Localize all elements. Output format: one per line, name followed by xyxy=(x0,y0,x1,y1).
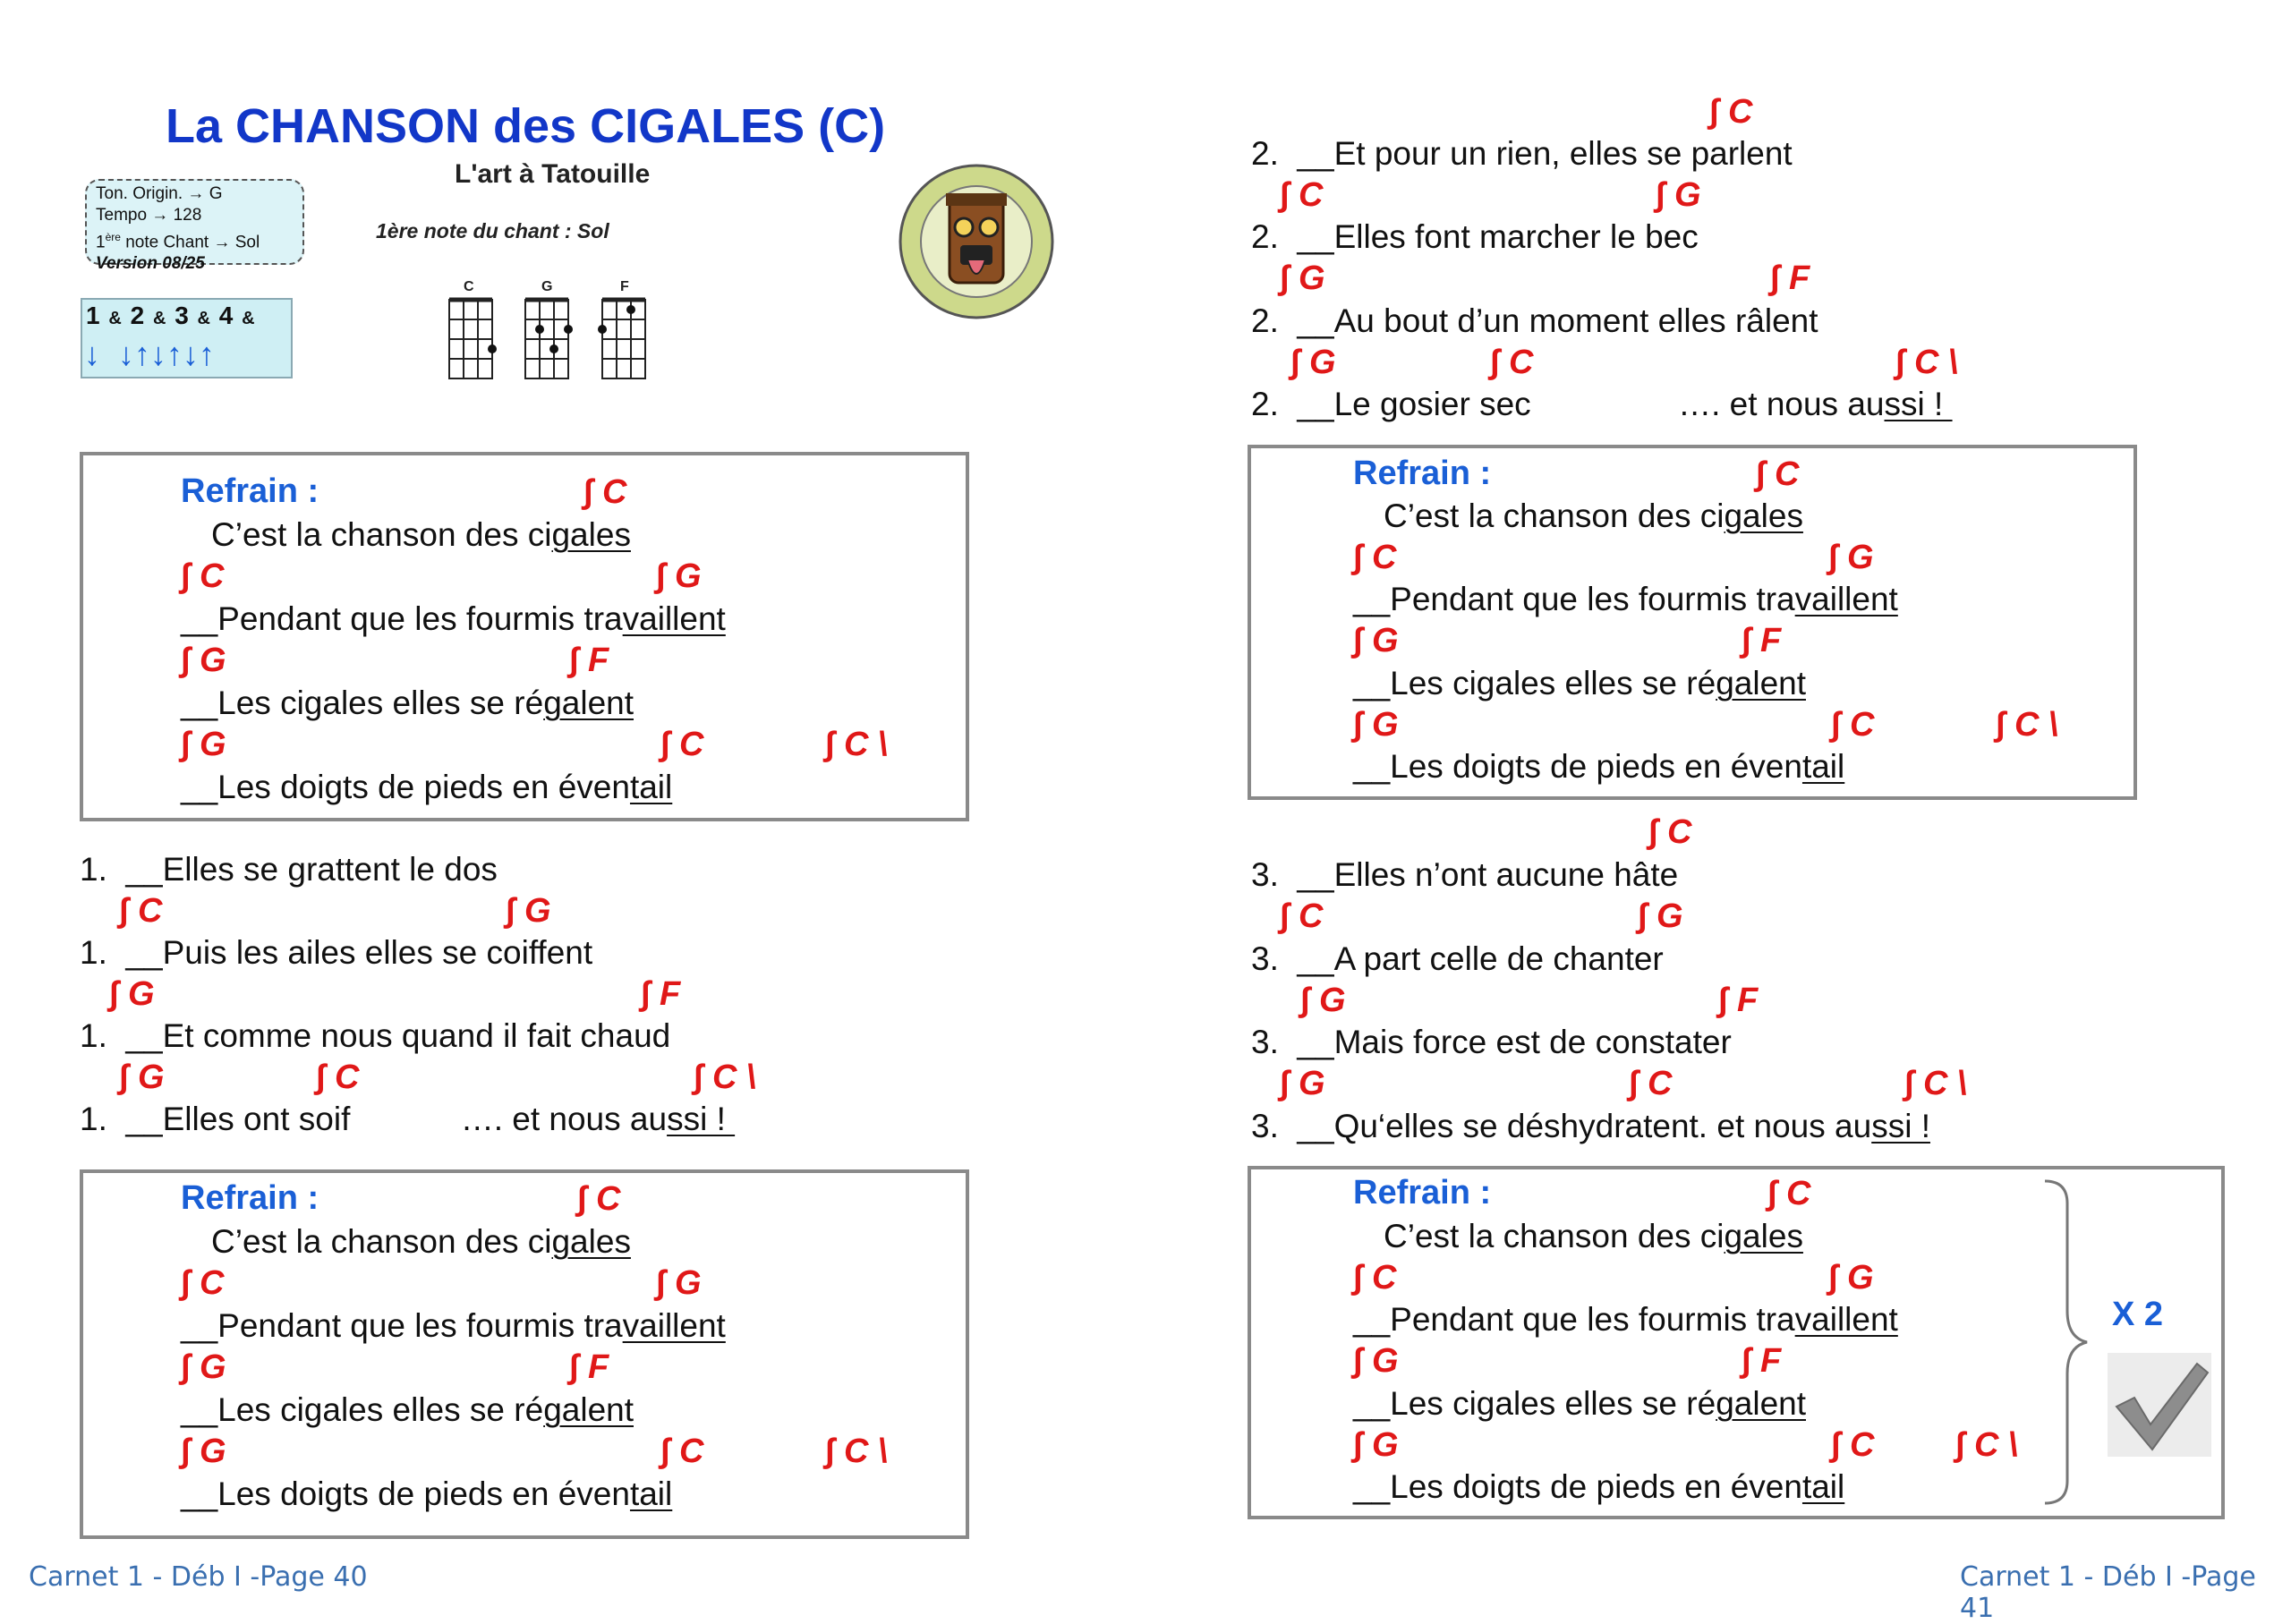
verse-1-chord-3b: ∫ C xyxy=(316,1059,360,1096)
refrain-1-line-3 xyxy=(181,684,634,723)
lyric-text: __Les cigales elles se ré xyxy=(1353,1385,1716,1422)
refrain-2-chord-2a: ∫ G xyxy=(181,1348,226,1386)
refrain-4-chord-3b: ∫ C xyxy=(1831,1426,1875,1464)
lyric-text: C’est la chanson des ci xyxy=(211,1223,552,1260)
lyric-underlined: ssi ! xyxy=(667,1101,736,1137)
footer-left-page-number: Carnet 1 - Déb I -Page 40 xyxy=(29,1561,368,1593)
lyric-underlined: galent xyxy=(1716,1385,1806,1422)
lyric-underlined: gales xyxy=(551,1223,631,1260)
lyric-underlined: ssi ! xyxy=(1884,386,1953,422)
refrain-1-chord-1a: ∫ C xyxy=(181,557,225,595)
lyric-underlined: vaillent xyxy=(622,1307,726,1344)
refrain-2-chord-1a: ∫ C xyxy=(181,1264,225,1302)
verse-2-chord-3b: ∫ C xyxy=(1490,344,1534,381)
info-first-note-text: note Chant → Sol xyxy=(120,233,260,252)
info-tempo: Tempo → 128 xyxy=(96,206,202,225)
refrain-title-2: Refrain : xyxy=(181,1179,319,1217)
refrain-2-line-3 xyxy=(181,1390,634,1430)
info-version: Version 08/25 xyxy=(96,254,205,274)
verse-number: 3. xyxy=(1251,1024,1279,1060)
chord-diagrams-icon xyxy=(443,297,658,383)
lyric-underlined: gales xyxy=(551,516,631,553)
verse-number: 2. xyxy=(1251,302,1279,339)
refrain-4-chord-intro: ∫ C xyxy=(1767,1175,1811,1212)
refrain-3-chord-3a: ∫ G xyxy=(1353,706,1399,744)
verse-2-chord-1a: ∫ C xyxy=(1280,176,1324,214)
refrain-3-line-1 xyxy=(1384,497,1803,536)
verse-number: 1. xyxy=(80,934,107,971)
lyric-underlined: galent xyxy=(543,684,634,721)
lyric-text: C’est la chanson des ci xyxy=(1384,1218,1725,1254)
refrain-4-chord-1a: ∫ C xyxy=(1353,1259,1397,1297)
verse-2-line-3 xyxy=(1251,302,1818,341)
lyric-underlined: vaillent xyxy=(1794,581,1898,617)
refrain-3-line-2 xyxy=(1353,580,1898,619)
refrain-3-chord-2a: ∫ G xyxy=(1353,622,1399,659)
lyric-text: __Au bout d’un moment elles râlent xyxy=(1297,302,1818,339)
strum-beats xyxy=(86,302,256,330)
verse-3-chord-3b: ∫ C xyxy=(1629,1065,1673,1102)
footer-right-page-number: Carnet 1 - Déb I -Page 41 xyxy=(1960,1561,2256,1624)
strum-arrows-icon: ↓ ↓↑↓↑↓↑ xyxy=(84,336,216,372)
verse-3-chord-2a: ∫ G xyxy=(1300,982,1346,1019)
verse-2-line-2 xyxy=(1251,217,1699,257)
lyric-underlined: ssi ! xyxy=(1871,1108,1930,1144)
lyric-text: C’est la chanson des ci xyxy=(1384,497,1725,534)
verse-2-line-4 xyxy=(1251,385,1953,424)
lyric-text: __Les cigales elles se ré xyxy=(181,684,544,721)
verse-2-chord-intro: ∫ C xyxy=(1709,93,1753,131)
refrain-title-3: Refrain : xyxy=(1353,455,1492,492)
verse-1-chord-2b: ∫ F xyxy=(641,975,681,1013)
verse-number: 2. xyxy=(1251,386,1279,422)
lyric-underlined: gales xyxy=(1724,497,1803,534)
chord-diagram-label-g: G xyxy=(541,279,553,294)
lyric-text: __Et pour un rien, elles se parlent xyxy=(1297,135,1793,172)
info-original-key: Ton. Origin. → G xyxy=(96,184,223,203)
refrain-1-line-4 xyxy=(181,768,672,807)
refrain-3-chord-1b: ∫ G xyxy=(1828,539,1874,576)
verse-3-chord-1b: ∫ G xyxy=(1638,897,1683,935)
refrain-3-chord-3b: ∫ C xyxy=(1831,706,1875,744)
info-first-note xyxy=(96,226,294,253)
song-title: La CHANSON des CIGALES (C) xyxy=(166,99,886,153)
refrain-2-line-1 xyxy=(211,1222,631,1262)
verse-3-chord-intro: ∫ C xyxy=(1648,813,1692,851)
verse-2-chord-3a: ∫ G xyxy=(1290,344,1336,381)
lyric-text: __Elles ont soif …. et nous au xyxy=(125,1101,668,1137)
repeat-x2-label: X 2 xyxy=(2112,1296,2164,1333)
refrain-3-chord-intro: ∫ C xyxy=(1756,455,1800,493)
lyric-text: __Le gosier sec …. et nous au xyxy=(1297,386,1885,422)
refrain-1-line-2 xyxy=(181,599,726,639)
verse-3-chord-2b: ∫ F xyxy=(1718,982,1759,1019)
verse-number: 2. xyxy=(1251,135,1279,172)
refrain-2-line-4 xyxy=(181,1475,672,1514)
verse-1-line-1 xyxy=(80,850,498,889)
strum-pattern xyxy=(81,298,293,378)
verse-2-chord-1b: ∫ G xyxy=(1656,176,1701,214)
lyric-text: __Mais force est de constater xyxy=(1297,1024,1732,1060)
beat-and-4: & xyxy=(242,309,256,328)
lyric-text: __Les cigales elles se ré xyxy=(181,1391,544,1428)
refrain-1-chord-3a: ∫ G xyxy=(181,726,226,763)
lyric-text: __Les doigts de pieds en éven xyxy=(181,1475,630,1512)
beat-1: 1 xyxy=(86,302,101,329)
first-note-label: 1ère note du chant : Sol xyxy=(376,219,609,242)
verse-1-line-4 xyxy=(80,1100,735,1139)
refrain-4-chord-1b: ∫ G xyxy=(1828,1259,1874,1297)
lyric-text: __Pendant que les fourmis tra xyxy=(1353,581,1795,617)
verse-3-chord-3a: ∫ G xyxy=(1280,1065,1325,1102)
refrain-4-chord-2b: ∫ F xyxy=(1742,1342,1782,1380)
refrain-2-chord-3a: ∫ G xyxy=(181,1433,226,1470)
refrain-4-line-1 xyxy=(1384,1217,1803,1256)
refrain-2-chord-2b: ∫ F xyxy=(569,1348,609,1386)
verse-3-line-2 xyxy=(1251,940,1664,979)
verse-1-chord-2a: ∫ G xyxy=(109,975,155,1013)
lyric-underlined: gales xyxy=(1724,1218,1803,1254)
lyric-text: C’est la chanson des ci xyxy=(211,516,552,553)
verse-2-chord-2b: ∫ F xyxy=(1770,259,1810,297)
verse-1-chord-1a: ∫ C xyxy=(119,892,163,930)
lyric-underlined: tail xyxy=(1801,1468,1845,1505)
lyric-text: __Les doigts de pieds en éven xyxy=(1353,1468,1802,1505)
refrain-1-chord-1b: ∫ G xyxy=(656,557,702,595)
verse-1-line-3 xyxy=(80,1016,670,1056)
verse-3-line-3 xyxy=(1251,1023,1732,1062)
refrain-1-chord-2b: ∫ F xyxy=(569,642,609,679)
info-first-note-num: 1 xyxy=(96,233,106,252)
refrain-3-line-3 xyxy=(1353,664,1806,703)
lyric-text: __Elles font marcher le bec xyxy=(1297,218,1699,255)
chord-diagram-label-c: C xyxy=(464,279,474,294)
refrain-title-4: Refrain : xyxy=(1353,1174,1492,1212)
refrain-3-line-4 xyxy=(1353,747,1844,786)
lyric-text: __Elles se grattent le dos xyxy=(125,851,498,888)
info-first-note-sup: ère xyxy=(105,231,121,243)
refrain-4-chord-3c: ∫ C \ xyxy=(1955,1426,2018,1464)
lyric-text: __Qu‘elles se déshydratent. et nous au xyxy=(1297,1108,1872,1144)
beat-4: 4 xyxy=(218,302,234,329)
refrain-3-chord-2b: ∫ F xyxy=(1742,622,1782,659)
refrain-4-chord-3a: ∫ G xyxy=(1353,1426,1399,1464)
lyric-underlined: tail xyxy=(1801,748,1845,785)
refrain-2-chord-3b: ∫ C xyxy=(660,1433,704,1470)
lyric-text: __A part celle de chanter xyxy=(1297,940,1664,977)
verse-2-chord-3c: ∫ C \ xyxy=(1895,344,1958,381)
verse-3-line-1 xyxy=(1251,855,1678,895)
verse-1-chord-3c: ∫ C \ xyxy=(694,1059,756,1096)
refrain-3-chord-1a: ∫ C xyxy=(1353,539,1397,576)
lyric-underlined: vaillent xyxy=(1794,1301,1898,1338)
refrain-2-chord-3c: ∫ C \ xyxy=(825,1433,888,1470)
verse-1-line-2 xyxy=(80,933,592,973)
tiki-logo-icon xyxy=(898,163,1055,320)
lyric-underlined: galent xyxy=(543,1391,634,1428)
verse-1-chord-1b: ∫ G xyxy=(506,892,551,930)
checkmark-icon xyxy=(2108,1353,2211,1457)
refrain-1-chord-2a: ∫ G xyxy=(181,642,226,679)
refrain-4-chord-2a: ∫ G xyxy=(1353,1342,1399,1380)
refrain-4-line-2 xyxy=(1353,1300,1898,1339)
verse-2-line-1 xyxy=(1251,134,1793,174)
refrain-title-1: Refrain : xyxy=(181,472,319,510)
beat-3: 3 xyxy=(175,302,190,329)
lyric-text: __Les doigts de pieds en éven xyxy=(181,769,630,805)
verse-3-line-4 xyxy=(1251,1107,1930,1146)
lyric-text: __Pendant que les fourmis tra xyxy=(181,600,623,637)
verse-number: 1. xyxy=(80,1101,107,1137)
song-info-box xyxy=(85,179,304,274)
lyric-text: __Elles n’ont aucune hâte xyxy=(1297,856,1679,893)
lyric-text: __Pendant que les fourmis tra xyxy=(1353,1301,1795,1338)
refrain-4-line-4 xyxy=(1353,1467,1844,1507)
lyric-underlined: tail xyxy=(629,769,673,805)
lyric-underlined: galent xyxy=(1716,665,1806,701)
verse-number: 2. xyxy=(1251,218,1279,255)
refrain-1-chord-3b: ∫ C xyxy=(660,726,704,763)
curly-brace-icon xyxy=(2040,1177,2094,1508)
beat-and-1: & xyxy=(108,309,123,328)
refrain-1-line-1 xyxy=(211,515,631,555)
lyric-text: __Les cigales elles se ré xyxy=(1353,665,1716,701)
beat-and-2: & xyxy=(152,309,167,328)
song-author: L'art à Tatouille xyxy=(455,159,651,189)
refrain-1-chord-3c: ∫ C \ xyxy=(825,726,888,763)
beat-2: 2 xyxy=(130,302,146,329)
lyric-underlined: tail xyxy=(629,1475,673,1512)
beat-and-3: & xyxy=(197,309,211,328)
refrain-2-chord-intro: ∫ C xyxy=(577,1180,621,1218)
refrain-3-chord-3c: ∫ C \ xyxy=(1996,706,2058,744)
refrain-2-chord-1b: ∫ G xyxy=(656,1264,702,1302)
verse-2-chord-2a: ∫ G xyxy=(1280,259,1325,297)
verse-3-chord-1a: ∫ C xyxy=(1280,897,1324,935)
verse-number: 1. xyxy=(80,851,107,888)
refrain-2-line-2 xyxy=(181,1306,726,1346)
lyric-text: __Puis les ailes elles se coiffent xyxy=(125,934,593,971)
lyric-text: __Les doigts de pieds en éven xyxy=(1353,748,1802,785)
chord-diagram-label-f: F xyxy=(620,279,629,294)
refrain-4-line-3 xyxy=(1353,1384,1806,1424)
lyric-text: __Et comme nous quand il fait chaud xyxy=(125,1017,671,1054)
verse-3-chord-3c: ∫ C \ xyxy=(1904,1065,1967,1102)
refrain-1-chord-intro: ∫ C xyxy=(583,473,627,511)
verse-number: 3. xyxy=(1251,1108,1279,1144)
lyric-text: __Pendant que les fourmis tra xyxy=(181,1307,623,1344)
verse-1-chord-3a: ∫ G xyxy=(119,1059,165,1096)
lyric-underlined: vaillent xyxy=(622,600,726,637)
verse-number: 3. xyxy=(1251,856,1279,893)
verse-number: 3. xyxy=(1251,940,1279,977)
verse-number: 1. xyxy=(80,1017,107,1054)
